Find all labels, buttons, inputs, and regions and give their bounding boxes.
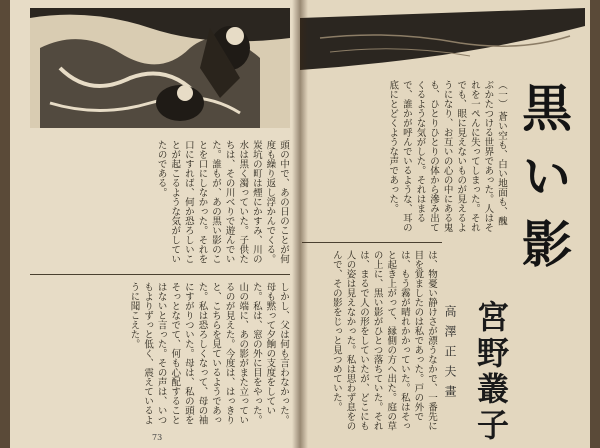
right-top-text: 蒼い空も、白い地面も、醜ぶかたつける世界であった。人はそれを一ぺんに失ってしまった。それでも、眼に見えないものが見えるようになり、お互いの心の中にある鬼も、ひとりひとりの体から滲み出てくるような気がした。それはまるで、誰かが呼んでいるような、耳の底にとどくような声であった。 bbox=[387, 80, 507, 232]
woodcut-illustration bbox=[30, 8, 290, 128]
illustrator-credit: 高澤正夫畫 bbox=[443, 305, 457, 405]
left-bottom-text: しかし、父は何も言わなかった。母も黙って夕餉の支度をしていた。私は、窓の外に目をやった。山の端に、あの影がまた立っているのが見えた。今度は、はっきりと、こちらを見ているようであった。私は恐ろしくなって、母の袖にすがりついた。母は、私の頭をそっとなでて、何も心配することはないと言った。その声は、いつもよりずっと低く、震えているように聞こえた。 bbox=[128, 282, 289, 425]
author-name: 宮野叢子 bbox=[472, 300, 510, 444]
woodcut-banner bbox=[300, 8, 585, 70]
left-top-text: 頭の中で、あの日のことが何度も繰り返し浮かんでくる。炭坑の町は煙にかすみ、川の水は黒く濁っていた。子供たちは、その川べりで遊んでいた。誰もが、あの黒い影のことを口にしなかった。それを口にすれば、何か恐ろしいことが起こるような気がしていたのである。 bbox=[155, 140, 289, 264]
page-number: 73 bbox=[152, 433, 163, 442]
left-page bbox=[10, 0, 300, 448]
story-title: 黒い影 bbox=[514, 82, 573, 286]
right-bottom-text: は、物憂い静けさが漂うなかで、一番先に目を覚ましたのは私であった。戸の外では、もう霧が晴れかかっていた。私はそっと起き上がって、縁側の方へ出た。庭の草の上に、黒い影がひとつ落ちていた。それは、まるで人の形をしていたが、どこにも人の姿は見えなかった。私は思わず息をのんで、その影をじっと見つめていた。 bbox=[330, 250, 437, 431]
column-divider-right bbox=[302, 242, 442, 243]
column-divider bbox=[30, 274, 290, 275]
right-page bbox=[300, 0, 590, 448]
book-gutter bbox=[292, 0, 308, 448]
right-bottom-column bbox=[302, 250, 438, 435]
left-top-column bbox=[30, 140, 290, 268]
right-top-column bbox=[302, 80, 508, 235]
section-marker: （一） bbox=[496, 80, 507, 109]
left-bottom-column bbox=[30, 282, 290, 432]
